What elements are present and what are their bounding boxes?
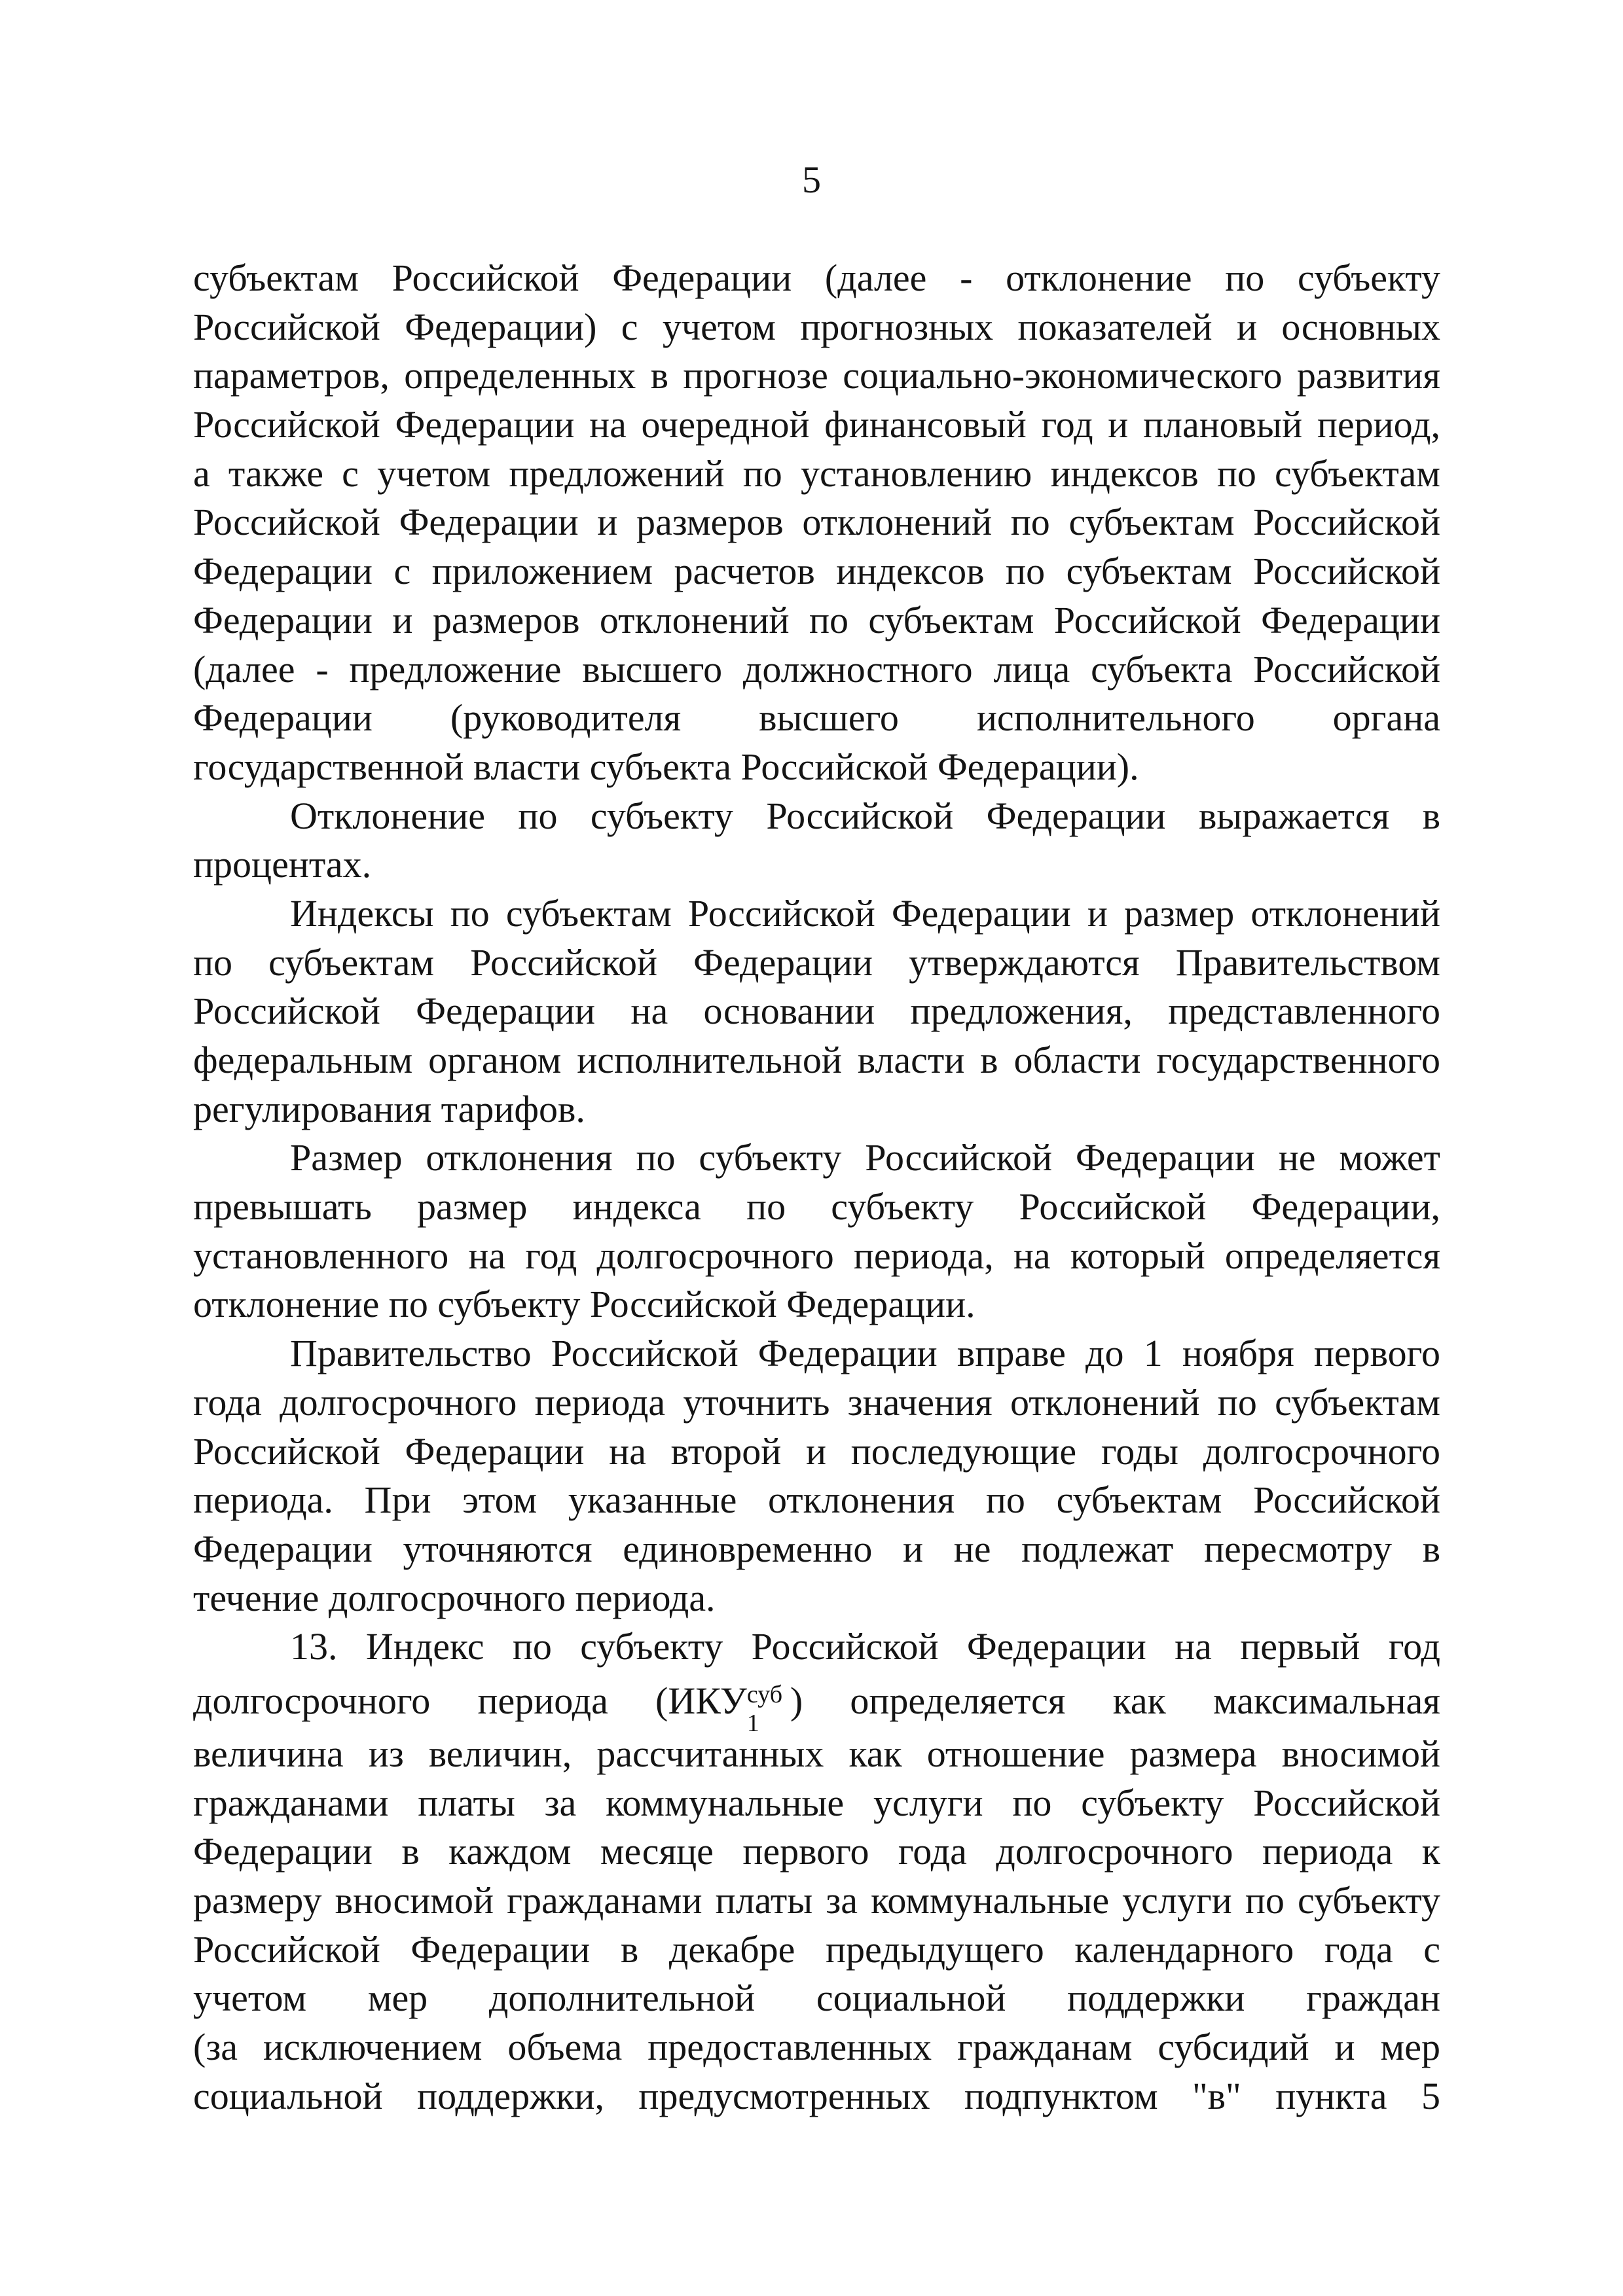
text-line: по субъектам Российской Федерации утверждаются Правительством (193, 941, 1440, 984)
paragraph-start-line: Индексы по субъектам Российской Федерации и размер отклонений (290, 891, 1440, 935)
text-line: регулирования тарифов. (193, 1087, 585, 1130)
text-line: Российской Федерации) с учетом прогнозных показателей и основных (193, 305, 1440, 348)
formula-text-line (193, 1672, 1440, 1737)
iku-formula (668, 1677, 790, 1737)
text-line: Российской Федерации и размеров отклонений по субъектам Российской (193, 501, 1440, 544)
formula-symbol: ИКУ (668, 1679, 747, 1722)
paragraph-start-line: Отклонение по субъекту Российской Федерации выражается в (290, 794, 1440, 837)
text-line: Российской Федерации на основании предложения, представленного (193, 990, 1440, 1033)
text-line: (за исключением объема предоставленных гражданам субсидий и мер (193, 2026, 1440, 2069)
text-line: Федерации в каждом месяце первого года долгосрочного периода к (193, 1830, 1440, 1873)
paragraph-start-line: Правительство Российской Федерации вправе до 1 ноября первого (290, 1332, 1440, 1375)
paragraph-start-line: Размер отклонения по субъекту Российской Федерации не может (290, 1136, 1440, 1179)
text-line: Федерации уточняются единовременно и не подлежат пересмотру в (193, 1527, 1440, 1570)
text-line: течение долгосрочного периода. (193, 1576, 716, 1619)
text-line: периода. При этом указанные отклонения по субъектам Российской (193, 1479, 1440, 1522)
document-body (193, 254, 1440, 2121)
text-line: процентах. (193, 843, 372, 886)
formula-suffix-text: ) определяется как максимальная (790, 1679, 1440, 1722)
formula-subscript: 1 (746, 1709, 759, 1737)
text-line: величина из величин, рассчитанных как отношение размера вносимой (193, 1732, 1440, 1775)
text-line: (далее - предложение высшего должностного лица субъекта Российской (193, 647, 1440, 691)
formula-prefix-text: долгосрочного периода ( (193, 1679, 668, 1722)
text-line: социальной поддержки, предусмотренных подпунктом "в" пункта 5 (193, 2074, 1440, 2117)
text-line: превышать размер индекса по субъекту Российской Федерации, (193, 1185, 1440, 1229)
text-line: Российской Федерации на очередной финансовый год и плановый период, (193, 403, 1440, 446)
text-line: Российской Федерации в декабре предыдущего календарного года с (193, 1928, 1440, 1971)
text-line: федеральным органом исполнительной власти в области государственного (193, 1039, 1440, 1081)
text-line: Федерации (руководителя высшего исполнительного органа (193, 696, 1440, 740)
text-line: года долгосрочного периода уточнить значения отклонений по субъектам (193, 1380, 1440, 1424)
text-line: Федерации с приложением расчетов индексов по субъектам Российской (193, 550, 1440, 593)
text-line: отклонение по субъекту Российской Федерации. (193, 1283, 976, 1326)
paragraph-start-line: 13. Индекс по субъекту Российской Федерации на первый год (290, 1625, 1440, 1668)
text-line: размеру вносимой гражданами платы за коммунальные услуги по субъекту (193, 1879, 1440, 1922)
formula-superscript: суб (746, 1680, 783, 1708)
text-line: а также с учетом предложений по установлению индексов по субъектам (193, 452, 1440, 495)
text-line: параметров, определенных в прогнозе социально-экономического развития (193, 354, 1440, 397)
page-number: 5 (802, 158, 821, 201)
text-line: Федерации и размеров отклонений по субъектам Российской Федерации (193, 598, 1440, 641)
text-line: субъектам Российской Федерации (далее - отклонение по субъекту (193, 257, 1440, 299)
text-line: Российской Федерации на второй и последующие годы долгосрочного (193, 1429, 1440, 1473)
text-line: государственной власти субъекта Российской Федерации). (193, 745, 1139, 788)
text-line: установленного на год долгосрочного периода, на который определяется (193, 1234, 1440, 1277)
text-line: учетом мер дополнительной социальной поддержки граждан (193, 1977, 1440, 2020)
text-line: гражданами платы за коммунальные услуги по субъекту Российской (193, 1781, 1440, 1824)
